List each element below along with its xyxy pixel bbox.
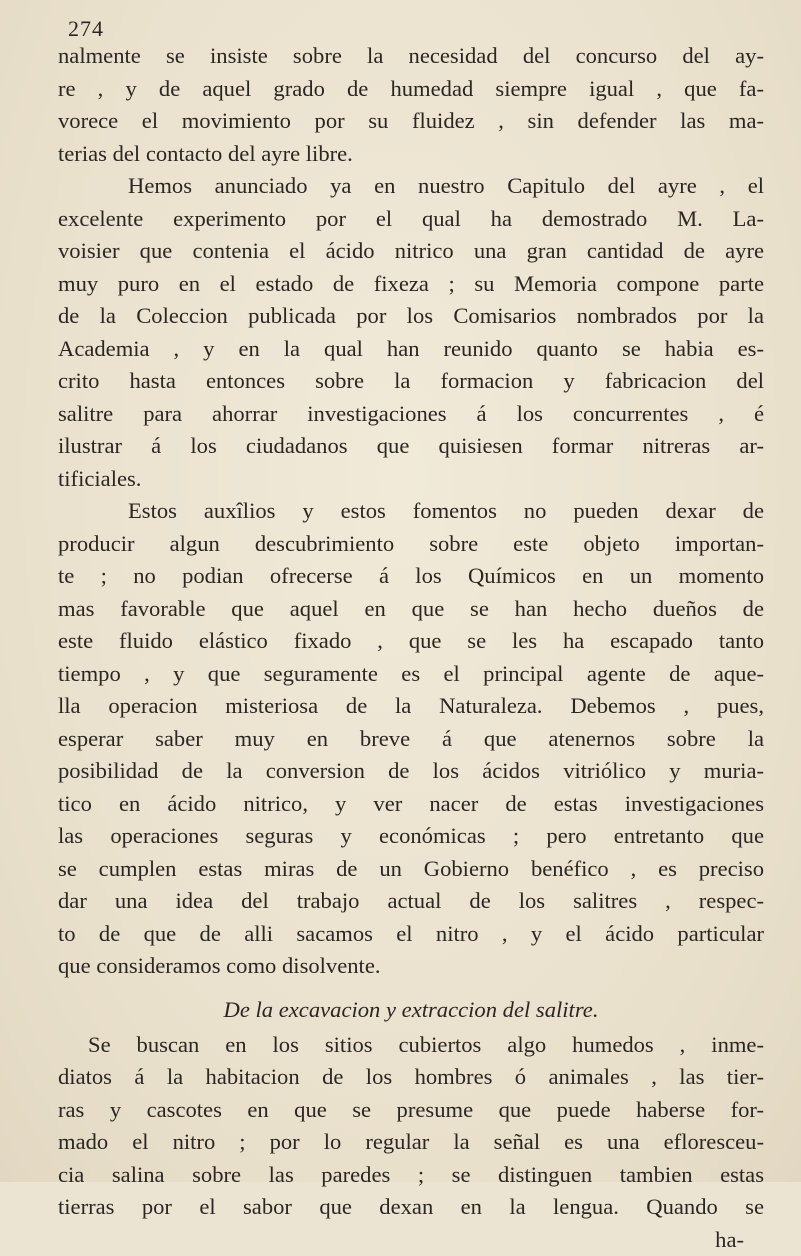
text-line: muy puro en el estado de fixeza ; su Memoria compone parte	[58, 268, 764, 301]
text-line: terias del contacto del ayre libre.	[58, 138, 764, 171]
text-line: tierras por el sabor que dexan en la lengua. Quando se	[58, 1191, 764, 1224]
text-line: voisier que contenia el ácido nitrico una gran cantidad de ayre	[58, 235, 764, 268]
text-line: vorece el movimiento por su fluidez , sin defender las ma-	[58, 105, 764, 138]
text-line: esperar saber muy en breve á que atenernos sobre la	[58, 723, 764, 756]
text-line: Academia , y en la qual han reunido quanto se habia es-	[58, 333, 764, 366]
text-line: excelente experimento por el qual ha demostrado M. La-	[58, 203, 764, 236]
text-line: lla operacion misteriosa de la Naturaleza. Debemos , pues,	[58, 690, 764, 723]
text-line: nalmente se insiste sobre la necesidad del concurso del ay-	[58, 40, 764, 73]
text-line: mado el nitro ; por lo regular la señal es una efloresceu-	[58, 1126, 764, 1159]
text-line: dar una idea del trabajo actual de los salitres , respec-	[58, 885, 764, 918]
body-text	[58, 40, 764, 1256]
text-line: las operaciones seguras y económicas ; pero entretanto que	[58, 820, 764, 853]
text-line: ras y cascotes en que se presume que puede haberse for-	[58, 1094, 764, 1127]
text-line: salitre para ahorrar investigaciones á los concurrentes , é	[58, 398, 764, 431]
text-line: ilustrar á los ciudadanos que quisiesen formar nitreras ar-	[58, 430, 764, 463]
text-line: te ; no podian ofrecerse á los Químicos en un momento	[58, 560, 764, 593]
text-line: Se buscan en los sitios cubiertos algo humedos , inme-	[58, 1029, 764, 1062]
text-line: este fluido elástico fixado , que se les ha escapado tanto	[58, 625, 764, 658]
text-line: crito hasta entonces sobre la formacion y fabricacion del	[58, 365, 764, 398]
section-heading: De la excavacion y extraccion del salitre.	[58, 991, 764, 1029]
text-line: cia salina sobre las paredes ; se distinguen tambien estas	[58, 1159, 764, 1192]
text-line: que consideramos como disolvente.	[58, 950, 764, 983]
text-line: posibilidad de la conversion de los ácidos vitriólico y muria-	[58, 755, 764, 788]
text-line: re , y de aquel grado de humedad siempre igual , que fa-	[58, 73, 764, 106]
text-line: Estos auxîlios y estos fomentos no pueden dexar de	[58, 495, 764, 528]
text-line: producir algun descubrimiento sobre este objeto importan-	[58, 528, 764, 561]
text-line: se cumplen estas miras de un Gobierno benéfico , es preciso	[58, 853, 764, 886]
catchword: ha-	[58, 1224, 764, 1256]
text-line: to de que de alli sacamos el nitro , y el ácido particular	[58, 918, 764, 951]
page-number: 274	[68, 16, 104, 42]
text-line: mas favorable que aquel en que se han hecho dueños de	[58, 593, 764, 626]
text-line: tico en ácido nitrico, y ver nacer de estas investigaciones	[58, 788, 764, 821]
text-line: tificiales.	[58, 463, 764, 496]
text-line: tiempo , y que seguramente es el principal agente de aque-	[58, 658, 764, 691]
text-line: diatos á la habitacion de los hombres ó animales , las tier-	[58, 1061, 764, 1094]
text-line: de la Coleccion publicada por los Comisarios nombrados por la	[58, 300, 764, 333]
text-line: Hemos anunciado ya en nuestro Capitulo del ayre , el	[58, 170, 764, 203]
